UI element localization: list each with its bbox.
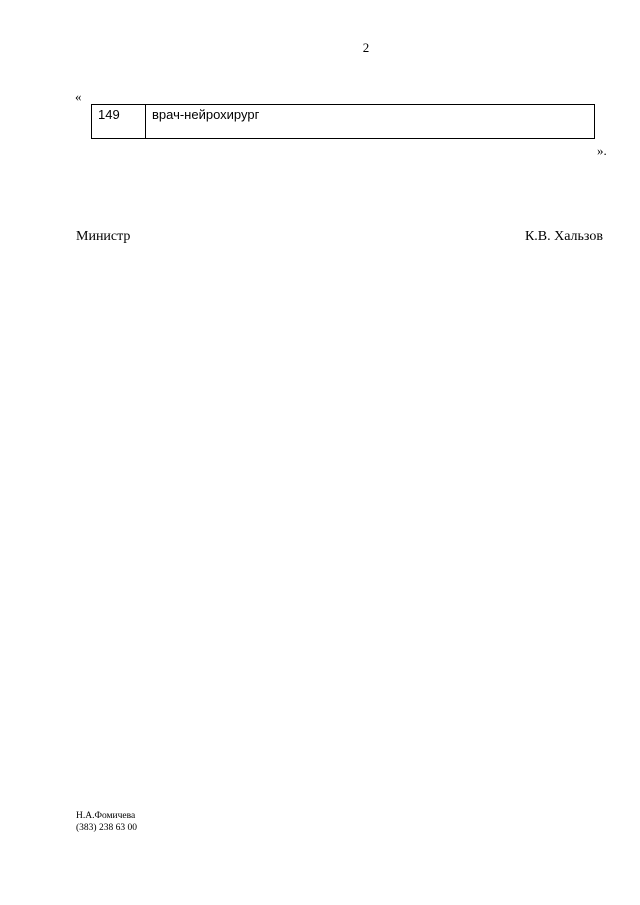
table-row	[92, 105, 595, 139]
table-cell-position: врач-нейрохирург	[146, 105, 595, 139]
executor-phone: (383) 238 63 00	[76, 823, 137, 833]
signatory-name: К.В. Хальзов	[524, 229, 603, 244]
page-number-text: 2	[362, 40, 370, 55]
table-cell-number: 149	[92, 105, 146, 139]
executor-name: Н.А.Фомичева	[76, 811, 136, 821]
signature-block	[76, 229, 603, 245]
opening-quote: «	[75, 89, 82, 104]
positions-table	[91, 104, 595, 139]
closing-quote: ».	[597, 143, 607, 158]
executor-contacts	[76, 810, 137, 834]
page-number	[0, 40, 640, 56]
signatory-position: Министр	[76, 229, 131, 244]
